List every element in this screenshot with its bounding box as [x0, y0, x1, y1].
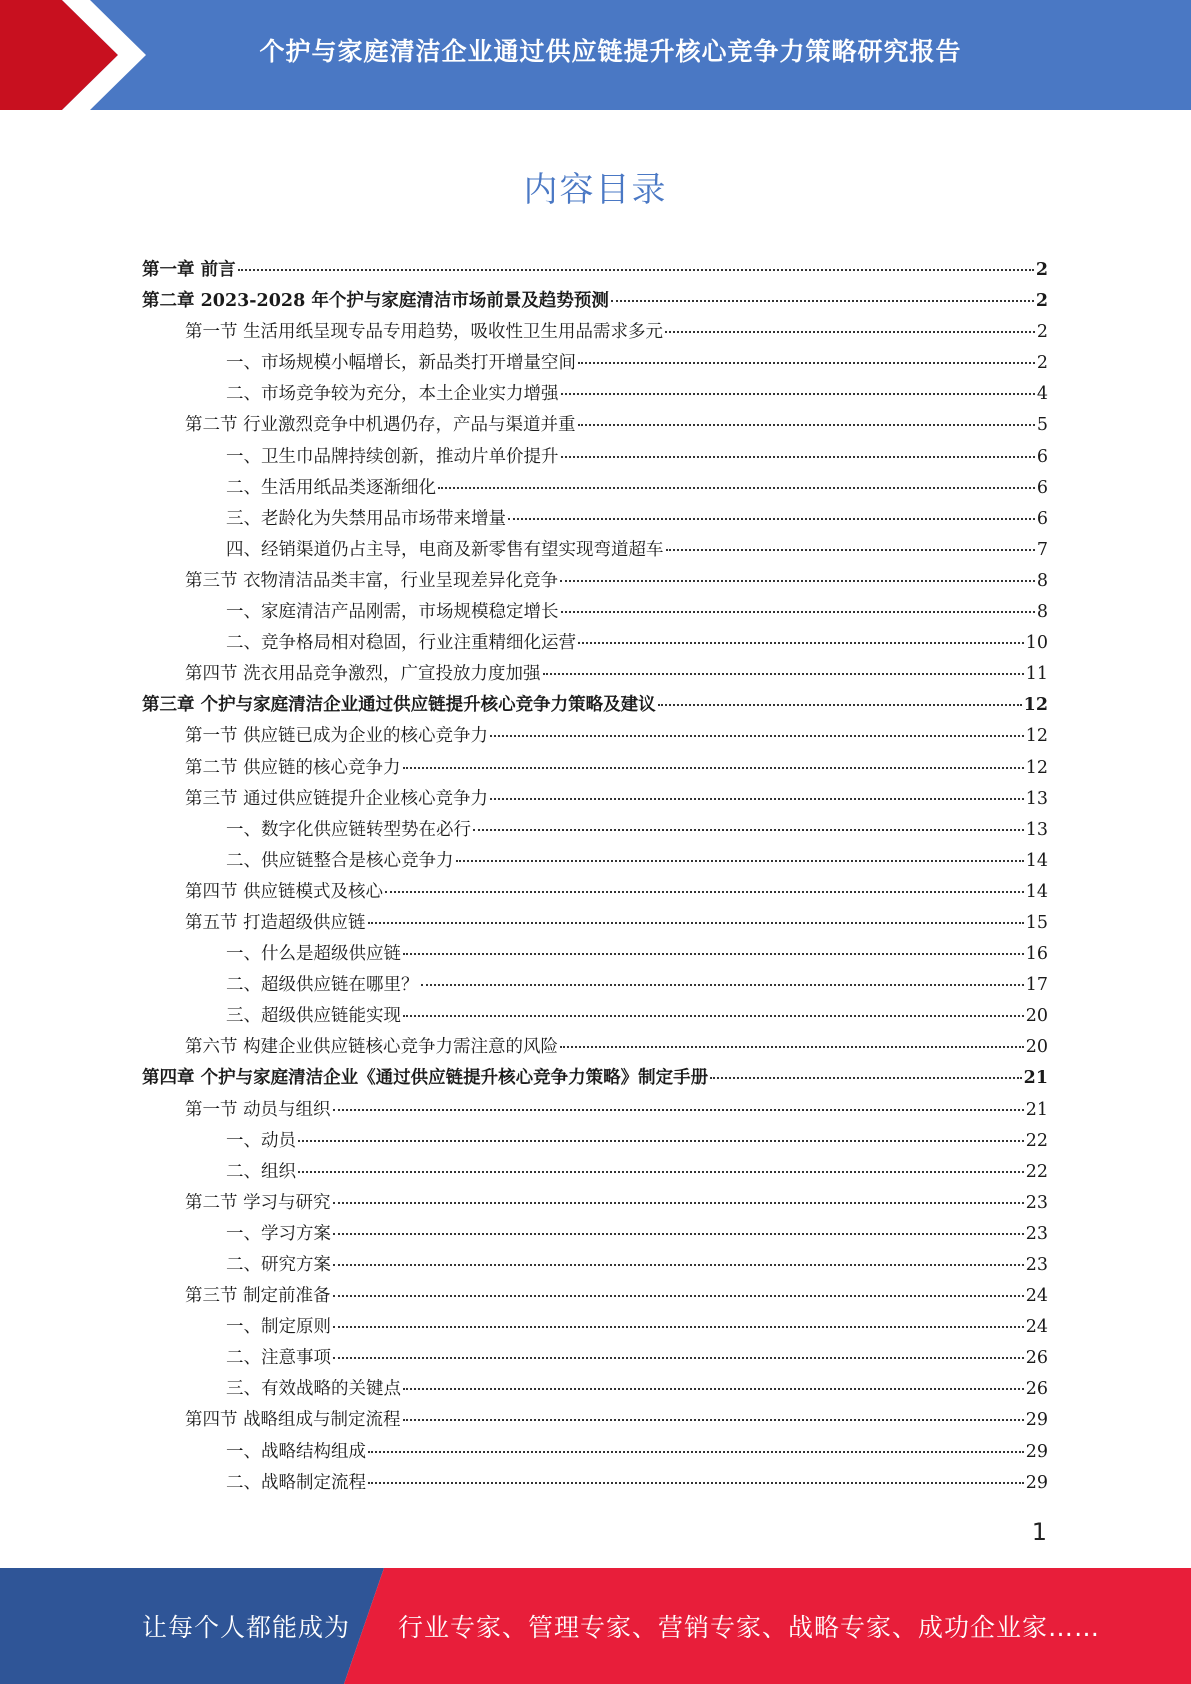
toc-dot-leader — [333, 1357, 1024, 1359]
toc-dot-leader — [333, 1295, 1024, 1297]
toc-entry-page: 13 — [1025, 788, 1048, 809]
toc-entry[interactable] — [142, 1002, 1048, 1033]
toc-dot-leader — [403, 1388, 1024, 1390]
toc-dot-leader — [543, 673, 1024, 675]
toc-entry-label: 二、生活用纸品类逐渐细化 — [226, 477, 436, 498]
toc-entry[interactable] — [142, 1189, 1048, 1220]
toc-entry-label: 第一节 生活用纸呈现专品专用趋势，吸收性卫生用品需求多元 — [185, 322, 664, 343]
toc-dot-leader — [403, 1015, 1024, 1017]
toc-entry[interactable] — [142, 380, 1048, 411]
toc-entry-page: 14 — [1025, 881, 1048, 902]
toc-entry-label: 第三章 个护与家庭清洁企业通过供应链提升核心竞争力策略及建议 — [142, 695, 656, 716]
toc-entry[interactable] — [142, 878, 1048, 909]
toc-entry-page: 10 — [1025, 633, 1048, 654]
toc-entry-label: 二、组织 — [226, 1161, 296, 1182]
toc-entry[interactable] — [142, 629, 1048, 660]
toc-entry-label: 二、战略制定流程 — [226, 1472, 366, 1493]
toc-dot-leader — [658, 704, 1022, 706]
toc-entry-page: 21 — [1025, 1099, 1048, 1120]
toc-entry-label: 第四章 个护与家庭清洁企业《通过供应链提升核心竞争力策略》制定手册 — [142, 1068, 709, 1089]
toc-dot-leader — [368, 1451, 1024, 1453]
toc-entry-page: 24 — [1025, 1286, 1048, 1307]
toc-dot-leader — [298, 1140, 1024, 1142]
toc-entry-page: 24 — [1025, 1317, 1048, 1338]
toc-entry[interactable] — [142, 1033, 1048, 1064]
toc-entry-page: 12 — [1025, 757, 1048, 778]
toc-dot-leader — [333, 1233, 1024, 1235]
toc-entry[interactable] — [142, 411, 1048, 442]
toc-entry-page: 20 — [1025, 1037, 1048, 1058]
toc-entry-page: 6 — [1036, 508, 1048, 529]
toc-dot-leader — [560, 1046, 1024, 1048]
toc-entry-page: 23 — [1025, 1223, 1048, 1244]
toc-entry[interactable] — [142, 1344, 1048, 1375]
toc-entry-page: 8 — [1036, 570, 1048, 591]
toc-entry-label: 第一节 动员与组织 — [185, 1099, 331, 1120]
toc-entry-page: 20 — [1025, 1006, 1048, 1027]
toc-entry[interactable] — [142, 567, 1048, 598]
toc-entry[interactable] — [142, 1469, 1048, 1500]
toc-entry[interactable] — [142, 443, 1048, 474]
toc-entry-page: 29 — [1025, 1410, 1048, 1431]
toc-dot-leader — [561, 611, 1035, 613]
toc-entry[interactable] — [142, 1406, 1048, 1437]
toc-entry-label: 第一节 供应链已成为企业的核心竞争力 — [185, 726, 489, 747]
toc-entry-label: 一、卫生巾品牌持续创新，推动片单价提升 — [226, 446, 559, 467]
toc-entry-label: 第四节 战略组成与制定流程 — [185, 1410, 401, 1431]
toc-entry-label: 第二节 供应链的核心竞争力 — [185, 757, 401, 778]
toc-entry-label: 二、超级供应链在哪里？ — [226, 975, 419, 996]
toc-entry[interactable] — [142, 1375, 1048, 1406]
toc-dot-leader — [508, 518, 1035, 520]
toc-entry-page: 11 — [1025, 664, 1048, 685]
toc-dot-leader — [611, 300, 1034, 302]
toc-dot-leader — [438, 487, 1035, 489]
toc-entry-page: 21 — [1023, 1068, 1048, 1089]
toc-entry[interactable] — [142, 847, 1048, 878]
toc-entry-page: 17 — [1025, 975, 1048, 996]
toc-entry-page: 2 — [1035, 260, 1048, 280]
toc-entry-label: 一、什么是超级供应链 — [226, 944, 401, 965]
toc-entry-page: 26 — [1025, 1348, 1048, 1369]
toc-entry[interactable] — [142, 785, 1048, 816]
toc-entry[interactable] — [142, 505, 1048, 536]
toc-dot-leader — [333, 1326, 1024, 1328]
toc-dot-leader — [665, 331, 1035, 333]
toc-entry-page: 22 — [1025, 1161, 1048, 1182]
toc-entry-page: 29 — [1025, 1441, 1048, 1462]
toc-entry[interactable] — [142, 1313, 1048, 1344]
toc-entry-page: 16 — [1025, 944, 1048, 965]
toc-entry-page: 5 — [1036, 415, 1048, 436]
toc-dot-leader — [578, 642, 1024, 644]
toc-entry-label: 第二章 2023-2028 年个护与家庭清洁市场前景及趋势预测 — [142, 291, 609, 312]
toc-dot-leader — [238, 269, 1034, 271]
toc-entry-page: 29 — [1025, 1472, 1048, 1493]
toc-dot-leader — [368, 922, 1024, 924]
toc-entry[interactable] — [142, 940, 1048, 971]
toc-entry[interactable] — [142, 909, 1048, 940]
toc-dot-leader — [333, 1109, 1024, 1111]
toc-entry-page: 26 — [1025, 1379, 1048, 1400]
footer-banner — [0, 1568, 1191, 1684]
toc-dot-leader — [666, 549, 1035, 551]
toc-entry-label: 三、超级供应链能实现 — [226, 1006, 401, 1027]
toc-entry-label: 第三节 通过供应链提升企业核心竞争力 — [185, 788, 489, 809]
toc-entry[interactable] — [142, 816, 1048, 847]
report-title: 个护与家庭清洁企业通过供应链提升核心竞争力策略研究报告 — [259, 37, 962, 66]
toc-entry-page: 6 — [1036, 477, 1048, 498]
toc-entry-label: 一、学习方案 — [226, 1223, 331, 1244]
toc-entry-page: 4 — [1036, 384, 1048, 405]
footer-slogan-right: 行业专家、管理专家、营销专家、战略专家、成功企业家…… — [398, 1613, 1101, 1642]
toc-entry-page: 12 — [1023, 695, 1048, 716]
toc-entry[interactable] — [142, 1282, 1048, 1313]
toc-dot-leader — [368, 1482, 1024, 1484]
toc-entry[interactable] — [142, 536, 1048, 567]
toc-entry-label: 二、研究方案 — [226, 1255, 331, 1275]
toc-dot-leader — [578, 424, 1035, 426]
toc-entry-label: 第一章 前言 — [142, 260, 236, 280]
toc-dot-leader — [578, 362, 1035, 364]
toc-dot-leader — [561, 393, 1035, 395]
toc-entry-label: 二、市场竞争较为充分，本土企业实力增强 — [226, 384, 559, 405]
toc-dot-leader — [403, 953, 1024, 955]
toc-entry-label: 二、竞争格局相对稳固，行业注重精细化运营 — [226, 633, 576, 654]
toc-entry[interactable] — [142, 287, 1048, 318]
toc-dot-leader — [560, 580, 1035, 582]
toc-entry[interactable] — [142, 1158, 1048, 1189]
toc-entry[interactable] — [142, 474, 1048, 505]
toc-entry-label: 第六节 构建企业供应链核心竞争力需注意的风险 — [185, 1037, 559, 1058]
toc-entry[interactable] — [142, 971, 1048, 1002]
toc-dot-leader — [385, 891, 1024, 893]
toc-dot-leader — [333, 1264, 1024, 1266]
toc-entry-label: 一、制定原则 — [226, 1317, 331, 1338]
toc-entry[interactable] — [142, 691, 1048, 722]
toc-entry-page: 14 — [1025, 850, 1048, 871]
toc-entry[interactable] — [142, 1220, 1048, 1251]
toc-entry-label: 第二节 学习与研究 — [185, 1192, 331, 1213]
toc-entry-page: 23 — [1025, 1192, 1048, 1213]
toc-entry-label: 一、数字化供应链转型势在必行 — [226, 819, 471, 840]
toc-entry-label: 一、战略结构组成 — [226, 1441, 366, 1462]
toc-entry-page: 2 — [1036, 322, 1048, 343]
toc-dot-leader — [561, 456, 1035, 458]
toc-dot-leader — [456, 860, 1024, 862]
toc-entry-page: 7 — [1036, 539, 1048, 560]
red-arrow-icon — [0, 0, 160, 110]
toc-dot-leader — [403, 767, 1024, 769]
toc-entry[interactable] — [142, 1127, 1048, 1158]
toc-entry[interactable] — [142, 660, 1048, 691]
toc-entry-label: 一、市场规模小幅增长，新品类打开增量空间 — [226, 353, 576, 374]
page-number: 1 — [1031, 1518, 1047, 1546]
toc-entry-label: 一、动员 — [226, 1130, 296, 1151]
toc-entry-label: 第三节 制定前准备 — [185, 1286, 331, 1307]
toc-entry-page: 6 — [1036, 446, 1048, 467]
toc-entry-page: 22 — [1025, 1130, 1048, 1151]
toc-dot-leader — [403, 1419, 1024, 1421]
toc-title: 内容目录 — [523, 170, 668, 210]
toc-entry-page: 8 — [1036, 602, 1048, 623]
toc-dot-leader — [473, 829, 1024, 831]
toc-entry-label: 第五节 打造超级供应链 — [185, 912, 366, 933]
toc-entry-page: 12 — [1025, 726, 1048, 747]
footer-slogan-left: 让每个人都能成为 — [142, 1613, 351, 1642]
table-of-contents — [142, 256, 1048, 1500]
toc-dot-leader — [710, 1077, 1022, 1079]
toc-entry-label: 第三节 衣物清洁品类丰富，行业呈现差异化竞争 — [185, 570, 559, 591]
toc-dot-leader — [298, 1171, 1024, 1173]
toc-entry-page: 15 — [1025, 912, 1048, 933]
toc-entry-page: 2 — [1035, 291, 1048, 312]
toc-entry-label: 三、老龄化为失禁用品市场带来增量 — [226, 508, 506, 529]
toc-entry-label: 二、注意事项 — [226, 1348, 331, 1369]
toc-dot-leader — [333, 1202, 1024, 1204]
toc-entry-label: 四、经销渠道仍占主导，电商及新零售有望实现弯道超车 — [226, 539, 664, 560]
toc-entry[interactable] — [142, 722, 1048, 753]
toc-dot-leader — [421, 984, 1024, 986]
toc-entry[interactable] — [142, 1096, 1048, 1127]
header-banner — [0, 0, 1191, 110]
toc-entry[interactable] — [142, 318, 1048, 349]
toc-dot-leader — [490, 735, 1024, 737]
toc-entry-label: 一、家庭清洁产品刚需，市场规模稳定增长 — [226, 602, 559, 623]
toc-entry[interactable] — [142, 1064, 1048, 1095]
toc-entry-page: 23 — [1025, 1255, 1048, 1275]
toc-entry-label: 二、供应链整合是核心竞争力 — [226, 850, 454, 871]
toc-entry[interactable] — [142, 256, 1048, 287]
toc-entry-label: 第四节 供应链模式及核心 — [185, 881, 384, 902]
toc-entry-label: 第二节 行业激烈竞争中机遇仍存，产品与渠道并重 — [185, 415, 576, 436]
toc-dot-leader — [490, 798, 1024, 800]
toc-entry[interactable] — [142, 1438, 1048, 1469]
toc-entry[interactable] — [142, 598, 1048, 629]
toc-entry-page: 13 — [1025, 819, 1048, 840]
toc-entry[interactable] — [142, 754, 1048, 785]
toc-entry[interactable] — [142, 1251, 1048, 1282]
toc-entry-label: 第四节 洗衣用品竞争激烈，广宣投放力度加强 — [185, 664, 541, 685]
toc-entry[interactable] — [142, 349, 1048, 380]
toc-entry-label: 三、有效战略的关键点 — [226, 1379, 401, 1400]
toc-entry-page: 2 — [1036, 353, 1048, 374]
